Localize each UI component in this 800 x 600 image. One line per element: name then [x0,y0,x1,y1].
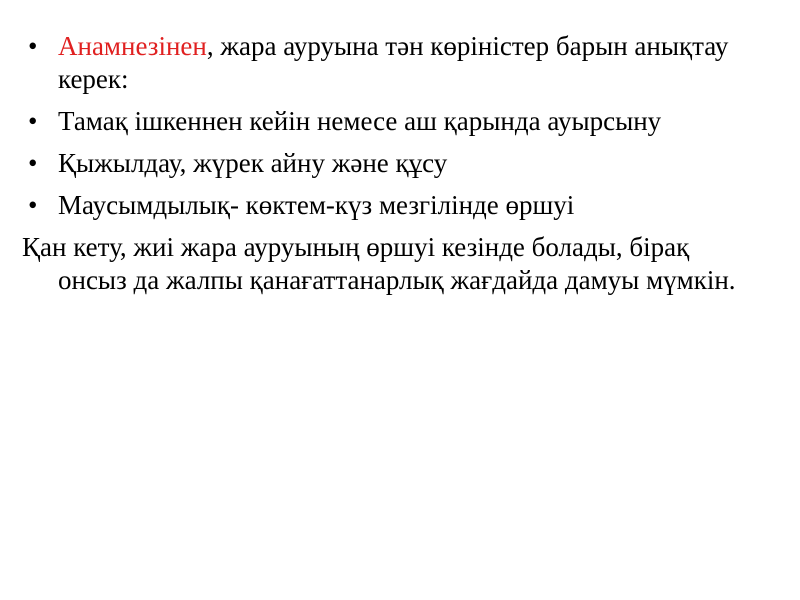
bullet-item-anamnesis [22,30,762,96]
bullet-text: Қыжылдау, жүрек айну және құсу [58,148,448,178]
bullet-item-seasonality [22,189,762,222]
bullet-text: Тамақ ішкеннен кейін немесе аш қарында ауырсыну [58,106,662,136]
bullet-item-pain [22,105,762,138]
bleeding-paragraph: Қан кету, жиі жара ауруының өршуі кезінде болады, бірақ онсыз да жалпы қанағаттанарлық жағдайда дамуы мүмкін. [22,232,736,295]
bullet-text: , жара ауруына тән көріністер барын анықтау керек: [58,31,729,94]
bullet-icon: • [28,31,38,61]
bullet-text: Маусымдылық- көктем-күз мезгілінде өршуі [58,190,575,220]
bullet-item-heartburn [22,147,762,180]
bullet-icon: • [28,190,38,220]
bullet-icon: • [28,148,38,178]
highlighted-term: Анамнезінен [58,31,207,61]
bullet-list [22,30,762,222]
bullet-icon: • [28,106,38,136]
slide-content [22,30,762,297]
